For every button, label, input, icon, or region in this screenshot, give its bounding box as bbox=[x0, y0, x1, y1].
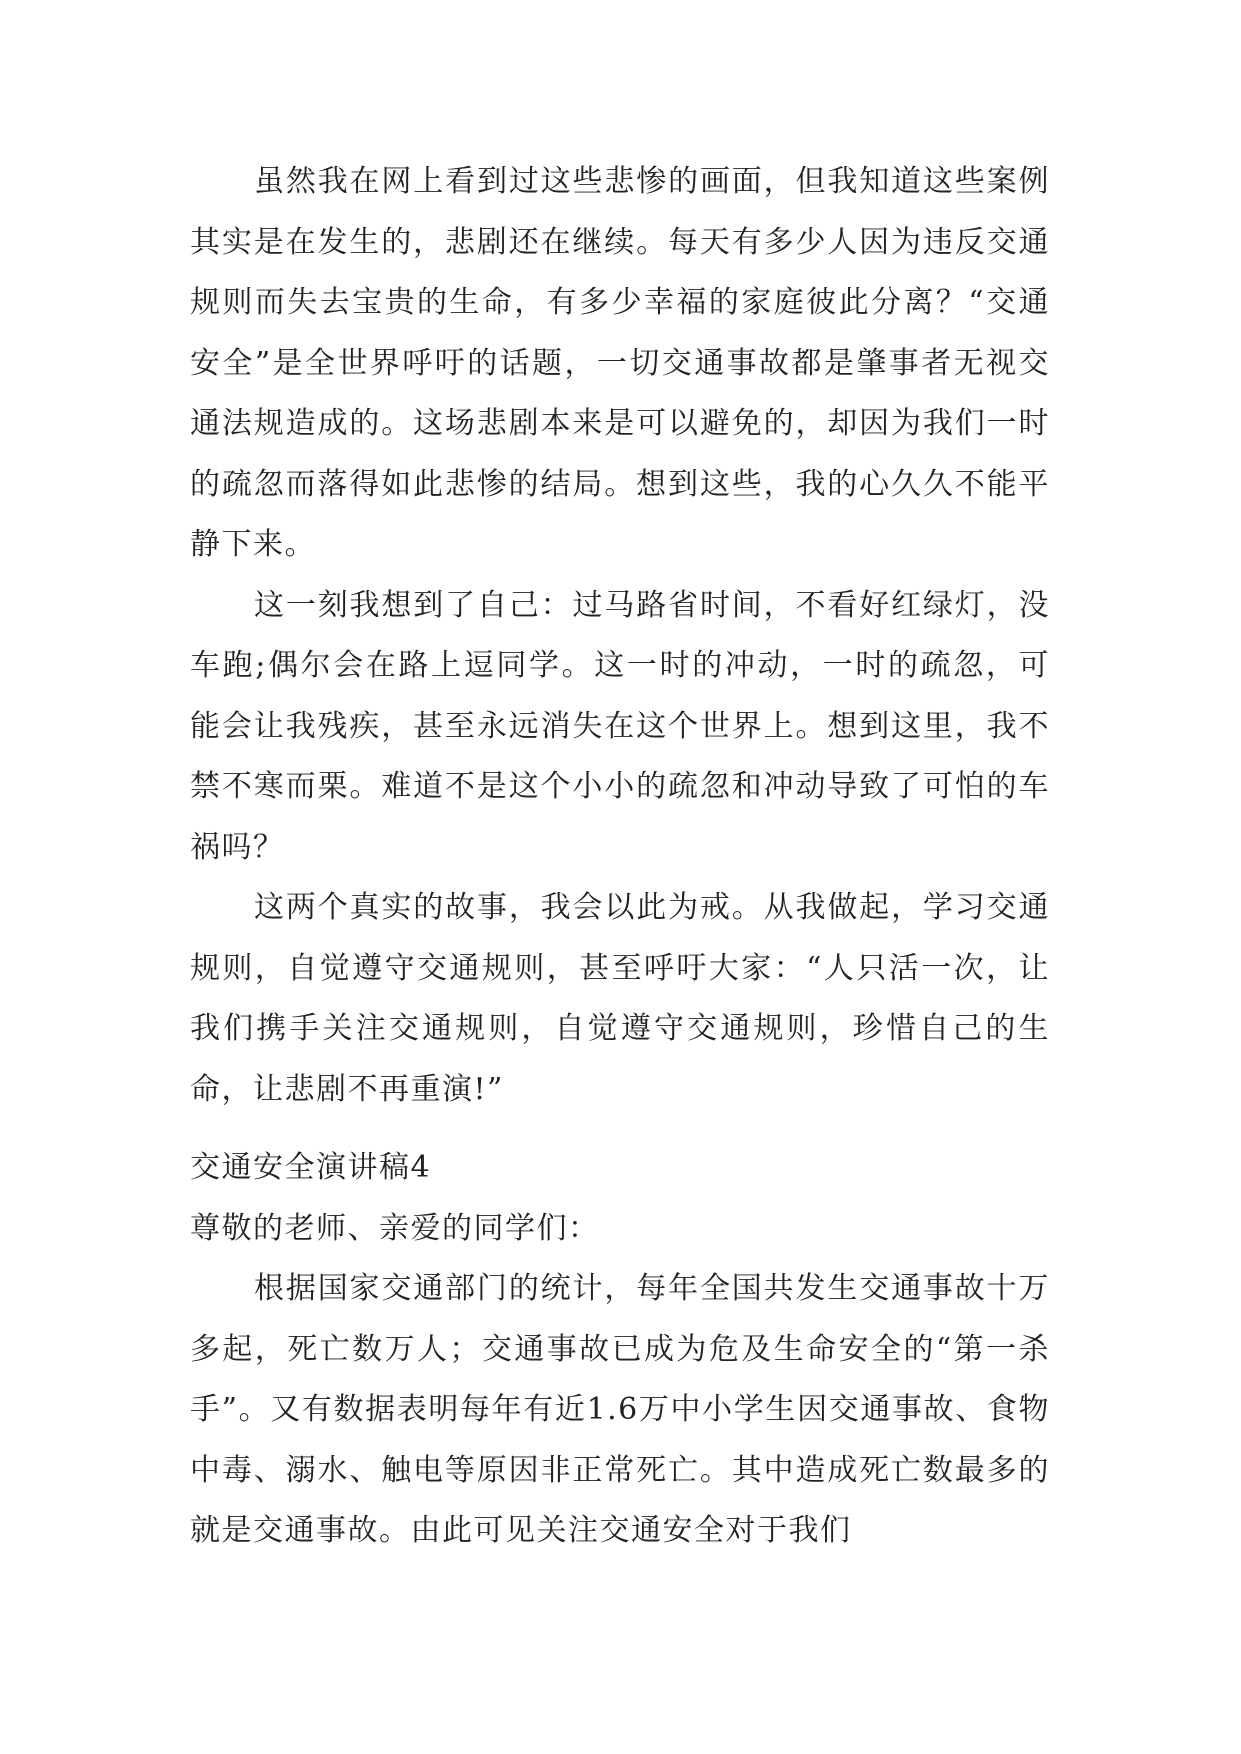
body-text-upper bbox=[190, 152, 1050, 1120]
paragraph-self-reflection: 这一刻我想到了自己：过马路省时间，不看好红绿灯，没车跑;偶尔会在路上逗同学。这一时的冲动，一时的疏忽，可能会让我残疾，甚至永远消失在这个世界上。想到这里，我不禁不寒而栗。难道不是这个小小的疏忽和冲动导致了可怕的车祸吗？ bbox=[190, 587, 1050, 865]
paragraph-resolution: 这两个真实的故事，我会以此为戒。从我做起，学习交通规则，自觉遵守交通规则，甚至呼吁大家：“人只活一次，让我们携手关注交通规则，自觉遵守交通规则，珍惜自己的生命，让悲剧不再重演!” bbox=[190, 890, 1050, 1107]
section-title: 交通安全演讲稿4 bbox=[190, 1150, 432, 1185]
paragraph-statistics: 根据国家交通部门的统计，每年全国共发生交通事故十万多起，死亡数万人；交通事故已成为危及生命安全的“第一杀手”。又有数据表明每年有近1.6万中小学生因交通事故、食物中毒、溺水、触电等原因非正常死亡。其中造成死亡数最多的就是交通事故。由此可见关注交通安全对于我们 bbox=[190, 1271, 1050, 1548]
body-text-lower bbox=[190, 1138, 1050, 1562]
paragraph-victims-reflection: 虽然我在网上看到过这些悲惨的画面，但我知道这些案例其实是在发生的，悲剧还在继续。每天有多少人因为违反交通规则而失去宝贵的生命，有多少幸福的家庭彼此分离？“交通安全”是全世界呼吁的话题，一切交通事故都是肇事者无视交通法规造成的。这场悲剧本来是可以避免的，却因为我们一时的疏忽而落得如此悲惨的结局。想到这些，我的心久久不能平静下来。 bbox=[190, 164, 1050, 562]
salutation: 尊敬的老师、亲爱的同学们： bbox=[190, 1210, 600, 1246]
